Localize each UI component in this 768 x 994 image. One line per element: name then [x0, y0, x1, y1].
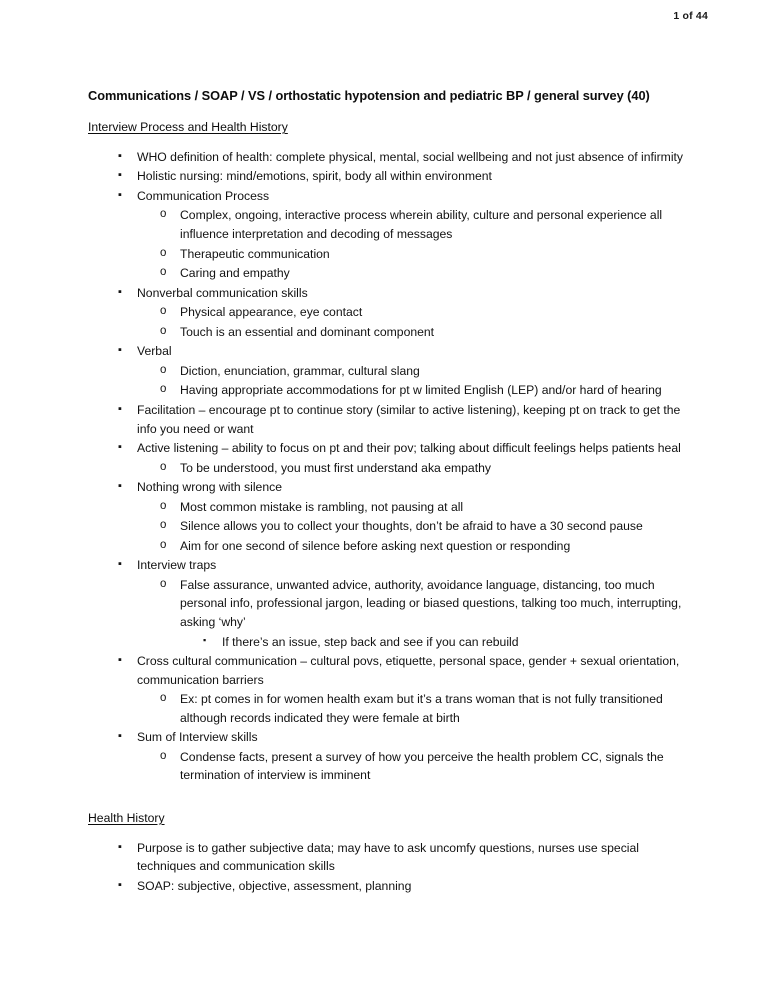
section-heading: Interview Process and Health History [88, 119, 288, 134]
page-number-indicator: 1 of 44 [673, 10, 708, 22]
bullet-marker-circle-icon: o [160, 538, 167, 551]
bullet-marker-square-icon: ▪ [118, 480, 122, 493]
bullet-item-level-2 [88, 303, 688, 322]
bullet-text: Condense facts, present a survey of how you perceive the health problem CC, signals the termination of interview is imminent [180, 749, 664, 783]
bullet-text: False assurance, unwanted advice, authority, avoidance language, distancing, too much personal info, professional jargon, leading or biased questions, talking too much, interrupting, asking ‘why’ [180, 577, 682, 629]
bullet-item-level-1 [88, 148, 688, 167]
bullet-item-level-2 [88, 498, 688, 517]
bullet-item-level-2 [88, 748, 688, 785]
bullet-item-level-2 [88, 690, 688, 727]
bullet-text: Most common mistake is rambling, not pausing at all [180, 499, 464, 514]
bullet-text: Silence allows you to collect your thoughts, don’t be afraid to have a 30 second pause [180, 519, 643, 534]
bullet-item-level-1 [88, 187, 688, 206]
bullet-marker-circle-icon: o [160, 519, 167, 532]
bullet-item-level-2 [88, 362, 688, 381]
bullet-marker-square-icon: ▪ [118, 188, 122, 201]
bullet-marker-circle-icon: o [160, 208, 167, 221]
bullet-item-level-2 [88, 537, 688, 556]
bullet-item-level-1 [88, 167, 688, 186]
document-section [88, 811, 688, 896]
page-title: Communications / SOAP / VS / orthostatic hypotension and pediatric BP / general survey (40) [88, 88, 650, 103]
bullet-item-level-1 [88, 478, 688, 497]
bullet-marker-square-icon: ▪ [118, 730, 122, 743]
bullet-marker-square-icon: ▪ [118, 344, 122, 357]
bullet-item-level-1 [88, 342, 688, 361]
bullet-text: Complex, ongoing, interactive process wherein ability, culture and personal experience all influence interpretation and decoding of messages [180, 208, 663, 242]
bullet-item-level-2 [88, 576, 688, 632]
bullet-text: Active listening – ability to focus on pt and their pov; talking about difficult feelings helps patients heal [137, 441, 681, 456]
bullet-item-level-2 [88, 323, 688, 342]
bullet-text: Sum of Interview skills [137, 730, 258, 745]
bullet-text: Ex: pt comes in for women health exam but it’s a trans woman that is not fully transitioned although records indicated they were female at birth [180, 692, 663, 725]
bullet-marker-circle-icon: o [160, 499, 167, 512]
bullet-marker-circle-icon: o [160, 324, 167, 337]
bullet-text: Having appropriate accommodations for pt w limited English (LEP) and/or hard of hearing [180, 383, 662, 398]
bullet-item-level-2 [88, 381, 688, 400]
bullet-text: Physical appearance, eye contact [180, 305, 363, 320]
bullet-text: If there’s an issue, step back and see if you can rebuild [222, 634, 519, 649]
bullet-item-level-1 [88, 652, 688, 689]
bullet-text: Cross cultural communication – cultural povs, etiquette, personal space, gender + sexual orientation, communication barriers [137, 654, 680, 687]
bullet-list [88, 839, 688, 896]
bullet-text: WHO definition of health: complete physical, mental, social wellbeing and not just absence of infirmity [137, 149, 684, 164]
bullet-marker-square-icon: ▪ [118, 558, 122, 571]
bullet-item-level-1 [88, 839, 688, 876]
bullet-item-level-1 [88, 401, 688, 438]
bullet-marker-circle-icon: o [160, 246, 167, 259]
bullet-marker-circle-icon: o [160, 383, 167, 396]
bullet-item-level-1 [88, 728, 688, 747]
bullet-text: Touch is an essential and dominant component [180, 324, 435, 339]
bullet-item-level-2 [88, 517, 688, 536]
bullet-text: Therapeutic communication [180, 246, 330, 261]
bullet-text: Nothing wrong with silence [137, 480, 282, 495]
bullet-marker-square-icon: ▪ [118, 169, 122, 182]
document-body [88, 88, 688, 896]
bullet-marker-square-icon: ▪ [118, 402, 122, 415]
sections-container [88, 120, 688, 895]
bullet-text: Purpose is to gather subjective data; may have to ask uncomfy questions, nurses use special techniques and communication skills [137, 840, 639, 874]
bullet-item-level-1 [88, 877, 688, 896]
bullet-marker-square-icon: ▪ [118, 878, 122, 891]
bullet-text: Holistic nursing: mind/emotions, spirit, body all within environment [137, 169, 492, 184]
bullet-text: Diction, enunciation, grammar, cultural slang [180, 363, 420, 378]
bullet-marker-square-icon: ▪ [118, 840, 122, 853]
bullet-text: Caring and empathy [180, 266, 290, 281]
bullet-marker-circle-icon: o [160, 577, 167, 590]
bullet-marker-square-icon: ▪ [118, 285, 122, 298]
bullet-marker-circle-icon: o [160, 749, 167, 762]
document-section [88, 120, 688, 785]
bullet-item-level-1 [88, 556, 688, 575]
bullet-text: Interview traps [137, 558, 217, 573]
bullet-item-level-2 [88, 264, 688, 283]
bullet-text: SOAP: subjective, objective, assessment, planning [137, 878, 412, 893]
bullet-text: To be understood, you must first understand aka empathy [180, 460, 491, 475]
bullet-marker-square-icon: ▪ [118, 654, 122, 667]
bullet-marker-circle-icon: o [160, 266, 167, 279]
bullet-text: Facilitation – encourage pt to continue story (similar to active listening), keeping pt on track to get the info you need or want [137, 402, 681, 436]
bullet-item-level-1 [88, 284, 688, 303]
bullet-marker-circle-icon: o [160, 460, 167, 473]
bullet-item-level-2 [88, 206, 688, 243]
bullet-text: Aim for one second of silence before asking next question or responding [180, 538, 571, 553]
section-heading: Health History [88, 810, 165, 825]
bullet-marker-circle-icon: o [160, 363, 167, 376]
bullet-list [88, 148, 688, 785]
bullet-marker-circle-icon: o [160, 692, 167, 705]
bullet-item-level-1 [88, 439, 688, 458]
bullet-marker-small-square-icon: ▪ [203, 634, 207, 645]
bullet-marker-square-icon: ▪ [118, 149, 122, 162]
bullet-marker-square-icon: ▪ [118, 441, 122, 454]
bullet-marker-circle-icon: o [160, 305, 167, 318]
bullet-text: Communication Process [137, 188, 270, 203]
bullet-item-level-2 [88, 459, 688, 478]
bullet-text: Verbal [137, 344, 172, 359]
bullet-item-level-2 [88, 245, 688, 264]
bullet-text: Nonverbal communication skills [137, 285, 308, 300]
bullet-item-level-3 [88, 633, 688, 652]
